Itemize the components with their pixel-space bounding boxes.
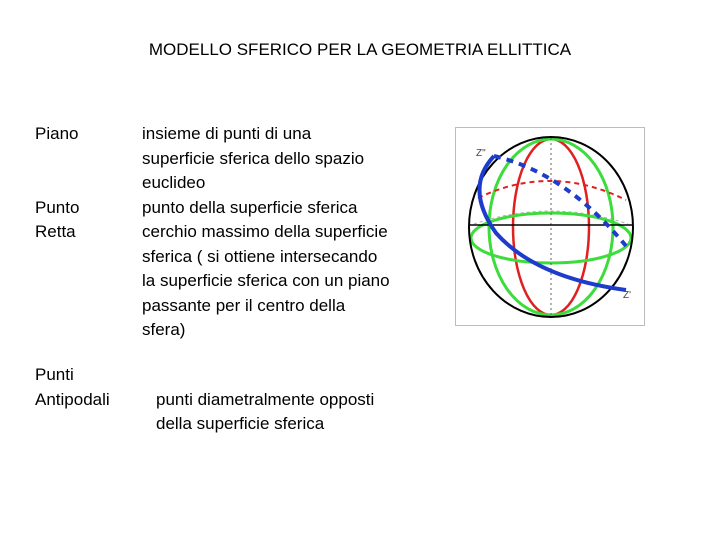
term-piano: Piano <box>35 124 79 143</box>
definition-line: passante per il centro della <box>142 295 346 315</box>
term-line: Antipodali <box>35 389 110 409</box>
definition-line: punto della superficie sferica <box>142 197 358 217</box>
page-title: MODELLO SFERICO PER LA GEOMETRIA ELLITTICA <box>148 40 572 59</box>
definition-piano <box>142 122 364 196</box>
term-punti-antipodali <box>35 363 110 412</box>
label-z-bottom: Z' <box>623 290 632 301</box>
definition-retta <box>142 220 390 343</box>
sphere-figure <box>455 127 645 326</box>
definition-punto <box>142 196 357 221</box>
definition-line: sferica ( si ottiene intersecando <box>142 246 378 266</box>
definition-line: cerchio massimo della superficie <box>142 222 388 241</box>
definition-punti-antipodali <box>156 388 374 437</box>
definition-line: sfera) <box>142 320 186 339</box>
definition-line: superficie sferica dello spazio <box>142 148 365 168</box>
term-line: Punti <box>35 365 74 384</box>
definition-line: insieme di punti di una <box>142 124 312 143</box>
term-punto: Punto <box>35 197 80 217</box>
label-z-top: Z" <box>476 148 486 159</box>
definition-line: punti diametralmente opposti <box>156 389 375 409</box>
sphere-diagram <box>456 128 644 325</box>
definition-line: euclideo <box>142 173 206 192</box>
definition-line: la superficie sferica con un piano <box>142 271 390 290</box>
term-retta: Retta <box>35 222 76 241</box>
definition-line: della superficie sferica <box>156 414 325 433</box>
